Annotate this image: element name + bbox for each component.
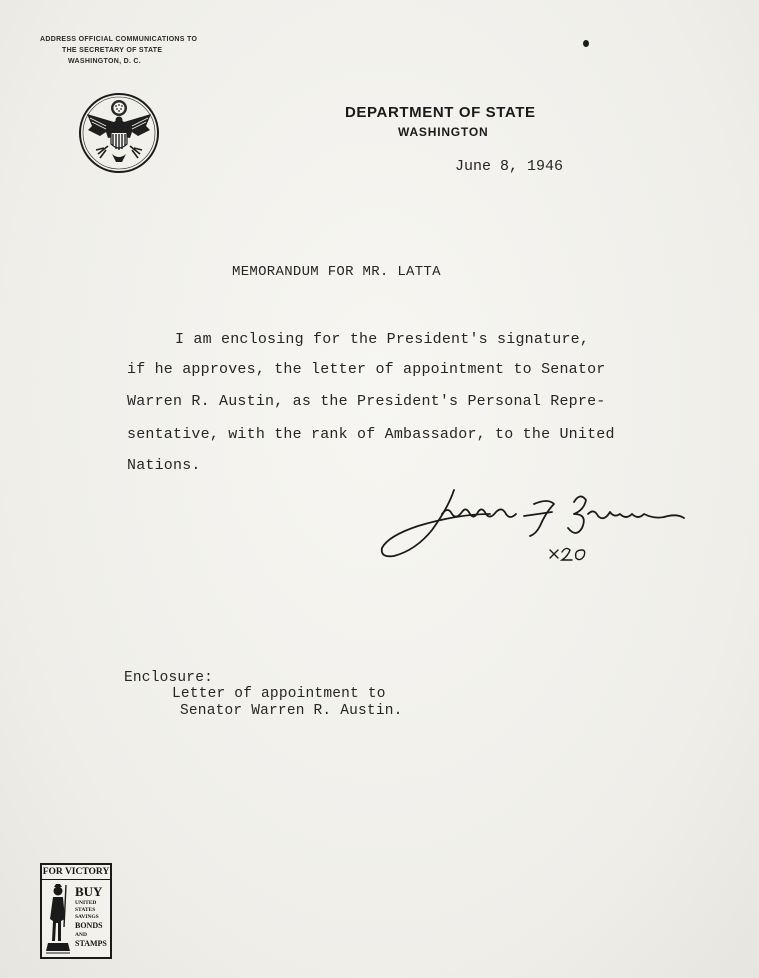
department-name: DEPARTMENT OF STATE bbox=[345, 104, 536, 121]
return-address bbox=[40, 34, 220, 67]
stamp-bonds: BONDS bbox=[75, 921, 103, 930]
minuteman-icon bbox=[44, 881, 72, 957]
handwritten-signature bbox=[378, 478, 698, 578]
body-line: I am enclosing for the President's signature, bbox=[175, 331, 590, 348]
address-line: THE SECRETARY OF STATE bbox=[62, 47, 163, 54]
stamp-and: AND bbox=[75, 932, 87, 938]
body-line: sentative, with the rank of Ambassador, to the United bbox=[127, 426, 615, 443]
stamp-header: FOR VICTORY bbox=[42, 865, 110, 880]
war-bonds-stamp bbox=[40, 863, 112, 959]
body-line: Nations. bbox=[127, 457, 201, 474]
stamp-small-line: STATES bbox=[75, 907, 96, 913]
department-city: WASHINGTON bbox=[398, 125, 489, 139]
ink-dot bbox=[583, 40, 589, 47]
address-line: ADDRESS OFFICIAL COMMUNICATIONS TO bbox=[40, 36, 198, 43]
great-seal-icon bbox=[78, 92, 160, 174]
stamp-small-line: SAVINGS bbox=[75, 914, 99, 920]
memo-heading: MEMORANDUM FOR MR. LATTA bbox=[232, 264, 441, 280]
enclosure-label: Enclosure: bbox=[124, 670, 214, 686]
stamp-stamps: STAMPS bbox=[75, 939, 107, 948]
body-line: Warren R. Austin, as the President's Personal Repre- bbox=[127, 393, 606, 410]
letter-date: June 8, 1946 bbox=[455, 158, 564, 175]
body-line: if he approves, the letter of appointment to Senator bbox=[127, 361, 606, 378]
stamp-buy: BUY bbox=[75, 884, 103, 899]
enclosure-line: Letter of appointment to bbox=[172, 686, 386, 702]
address-line: WASHINGTON, D. C. bbox=[68, 58, 142, 65]
stamp-small-line: UNITED bbox=[75, 900, 97, 906]
enclosure-line: Senator Warren R. Austin. bbox=[180, 703, 403, 719]
